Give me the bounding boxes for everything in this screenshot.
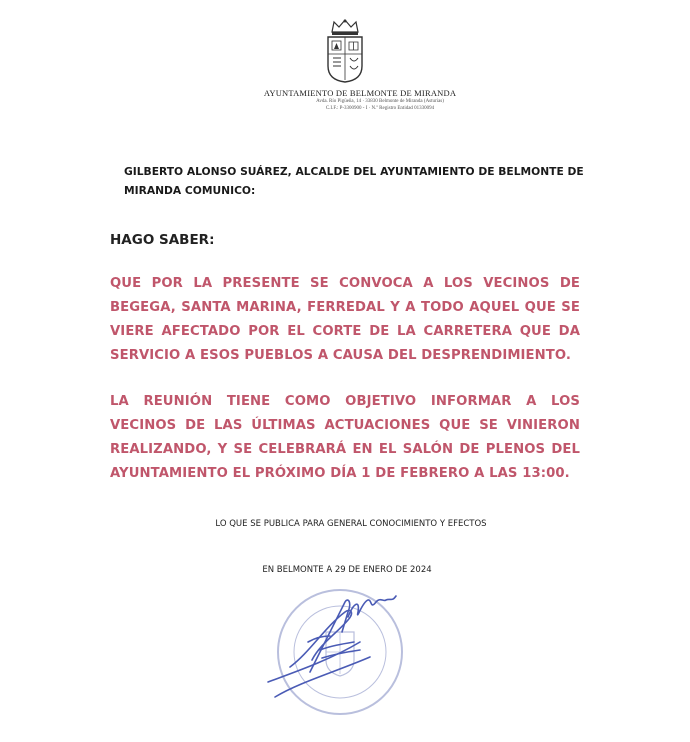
official-seal-and-signature-icon — [250, 572, 430, 742]
organization-registry: C.I.F.: P-3300900 - I · N.º Registro Entidad 01330094 — [325, 106, 435, 111]
letterhead — [0, 18, 690, 112]
municipal-coat-of-arms-icon — [324, 18, 366, 84]
announcement-paragraph-2: LA REUNIÓN TIENE COMO OBJETIVO INFORMAR A LOS VECINOS DE LAS ÚLTIMAS ACTUACIONES QUE SE VINIERON REALIZANDO, Y SE CELEBRARÁ EN EL SALÓN DE PLENOS DEL AYUNTAMIENTO EL PRÓXIMO DÍA 1 DE FEBRERO A LAS 13:00. — [110, 394, 580, 481]
organization-name: AYUNTAMIENTO DE BELMONTE DE MIRANDA — [263, 88, 457, 98]
organization-address: Avda. Río Pigüeña, 14 · 33830 Belmonte de Miranda (Asturias) — [316, 99, 444, 104]
issuer-statement: GILBERTO ALONSO SUÁREZ, ALCALDE DEL AYUNTAMIENTO DE BELMONTE DE MIRANDA COMUNICO: — [124, 165, 584, 197]
closing-statement: LO QUE SE PUBLICA PARA GENERAL CONOCIMIENTO Y EFECTOS — [215, 519, 487, 529]
announcement-paragraph-1: QUE POR LA PRESENTE SE CONVOCA A LOS VECINOS DE BEGEGA, SANTA MARINA, FERREDAL Y A TODO AQUEL QUE SE VIERE AFECTADO POR EL CORTE DE LA CARRETERA QUE DA SERVICIO A ESOS PUEBLOS A CAUSA DEL DESPRENDIMIENTO. — [110, 276, 580, 363]
heading-hago-saber: HAGO SABER: — [110, 232, 215, 248]
date-line: EN BELMONTE A 29 DE ENERO DE 2024 — [262, 565, 432, 575]
